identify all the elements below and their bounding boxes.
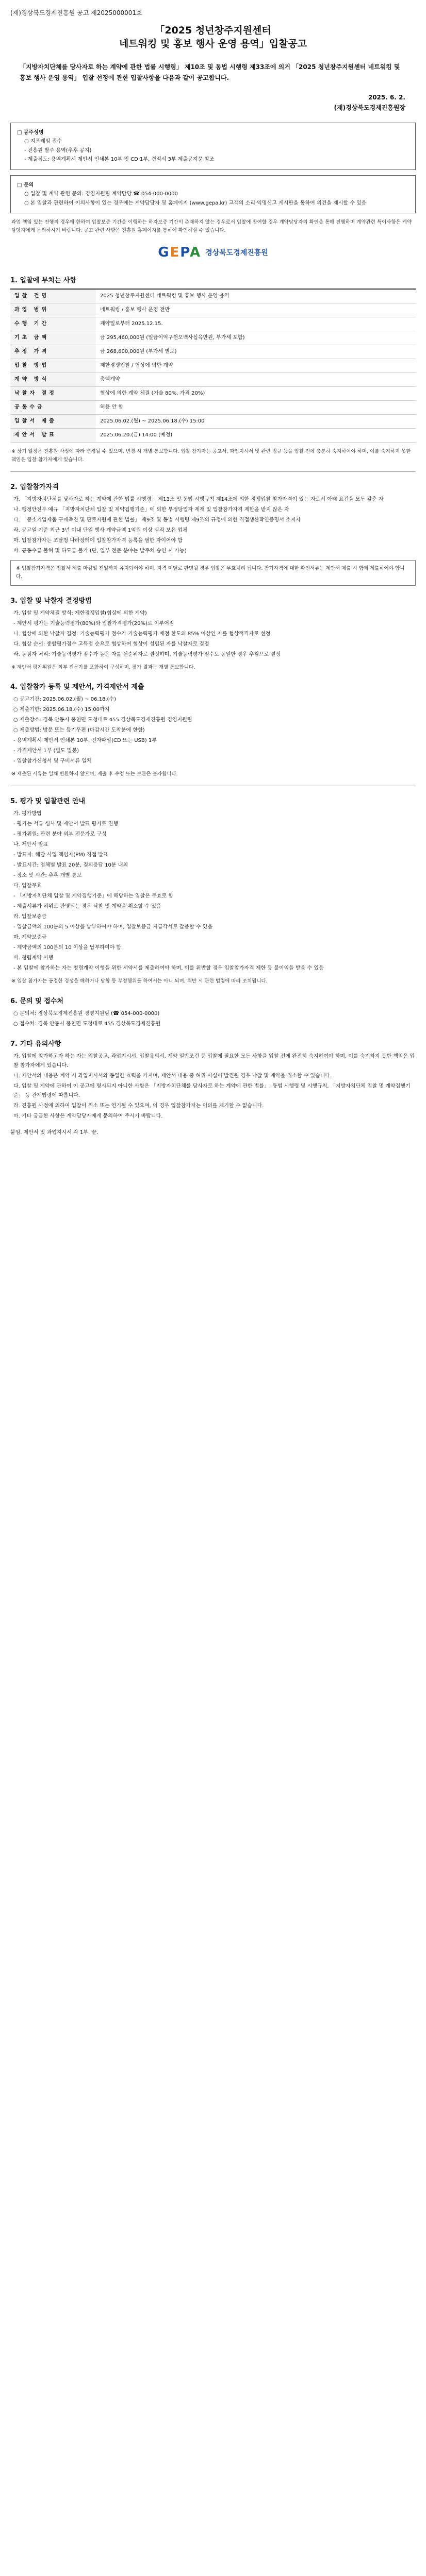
list-item: ○ 공고기간: 2025.06.02.(월) ~ 06.18.(수) — [13, 697, 116, 703]
section-1-title: 1. 입찰에 부치는 사항 — [10, 276, 77, 284]
bid-info-row — [10, 428, 416, 442]
list-item: 나. 협상에 의한 낙찰자 결정: 기술능력평가 점수가 기술능력평가 배점 한도의 85% 이상인 자를 협상적격자로 선정 — [13, 631, 271, 637]
section-6-list — [10, 1009, 416, 1029]
inquiry-box-head: □ 문의 — [17, 182, 34, 188]
section-4-list — [10, 695, 416, 766]
submission-line: - 제출정도: 용역계획서 제안서 인쇄본 10부 및 CD 1부, 견적서 3부 제출공지문 참조 — [24, 157, 215, 163]
org-name: 경상북도경제진흥원 — [205, 248, 268, 257]
bid-info-key: 낙찰자 결정 — [10, 386, 96, 400]
bid-info-value: 2025.06.20.(금) 14:00 (예정) — [96, 428, 416, 442]
attachment-footer: 붙임. 제안서 및 과업지시서 각 1부. 끝. — [10, 1129, 99, 1136]
section-5-title: 5. 평가 및 입찰관련 안내 — [10, 798, 86, 806]
date-issuer-block — [10, 92, 405, 113]
document-title — [10, 24, 416, 50]
inquiry-line: ○ 입찰 및 계약 관련 문의: 경영지원팀 계약담당 ☎ 054-000-0000 — [24, 191, 178, 197]
bid-info-row — [10, 386, 416, 400]
section-3-title: 3. 입찰 및 낙찰자 결정방법 — [10, 597, 92, 605]
list-item: 라. 동점자 처리: 기술능력평가 점수가 높은 자를 선순위자로 결정하며, 기술능력평가 점수도 동일한 경우 추첨으로 결정 — [13, 652, 281, 658]
bid-info-row — [10, 331, 416, 345]
section-3-note: ※ 제안서 평가위원은 외부 전문가를 포함하여 구성하며, 평가 결과는 개별 통보합니다. — [11, 665, 195, 671]
list-item: - 입찰금액의 100분의 5 이상을 납부하여야 하며, 입찰보증금 지급각서로 갈음할 수 있음 — [13, 924, 212, 930]
bid-info-value: 계약일로부터 2025.12.15. — [96, 317, 416, 331]
list-item: 라. 입찰보증금 — [13, 914, 47, 920]
bid-info-value: 허용 안 함 — [96, 400, 416, 414]
section-7-title: 7. 기타 유의사항 — [10, 1040, 61, 1048]
bid-info-row — [10, 345, 416, 359]
bid-info-key: 계약 방식 — [10, 372, 96, 386]
list-item: - 「지방자치단체 입찰 및 계약집행기준」에 해당하는 입찰은 무효로 함 — [13, 893, 173, 900]
list-item: - 장소 및 시간: 추후 개별 통보 — [13, 873, 82, 879]
bid-info-key: 제안서 발표 — [10, 428, 96, 442]
bid-info-key: 기초 금액 — [10, 331, 96, 345]
list-item: 마. 기타 궁금한 사항은 계약담당자에게 문의하여 주시기 바랍니다. — [13, 1113, 163, 1119]
submission-box — [10, 123, 416, 170]
bid-info-value: 2025 청년창주지원센터 네트워킹 및 홍보 행사 운영 용역 — [96, 289, 416, 303]
bid-info-key: 추정 가격 — [10, 345, 96, 359]
inquiry-box — [10, 175, 416, 214]
bid-info-value: 네트워킹 / 홍보 행사 운영 전반 — [96, 303, 416, 317]
list-item: 나. 제안서의 내용은 계약 시 과업지시서와 동일한 효력을 가지며, 제안서 내용 중 허위 사실이 발견될 경우 낙찰 및 계약을 취소할 수 있습니다. — [13, 1073, 332, 1079]
bid-info-row — [10, 289, 416, 303]
list-item: - 계약금액의 100분의 10 이상을 납부하여야 함 — [13, 945, 122, 951]
list-item: 다. 입찰무효 — [13, 883, 42, 889]
bid-info-row — [10, 317, 416, 331]
list-item: - 제출서류가 허위로 판명되는 경우 낙찰 및 계약을 취소할 수 있음 — [13, 904, 161, 910]
bid-info-key: 과업 범위 — [10, 303, 96, 317]
submission-line: - 진흥원 발주 용역(추후 공지) — [24, 147, 92, 154]
bid-info-value: 협상에 의한 계약 체결 (기술 80%, 가격 20%) — [96, 386, 416, 400]
list-item: 마. 계약보증금 — [13, 935, 47, 941]
list-item: - 가격제안서 1부 (별도 밀봉) — [13, 748, 79, 754]
bid-info-value: 금 268,600,000원 (부가세 별도) — [96, 345, 416, 359]
notice-issuer: (재)경상북도경제진흥원장 — [334, 104, 405, 112]
list-item: - 본 입찰에 참가하는 자는 청렴계약 이행을 위한 서약서를 제출하여야 하며, 이를 위반할 경우 입찰참가자격 제한 등 불이익을 받을 수 있음 — [13, 965, 324, 972]
list-item: ○ 제출방법: 방문 또는 등기우편 (마감시간 도착분에 한함) — [13, 727, 145, 734]
submission-box-head: □ 공주성명 — [17, 129, 44, 135]
bid-info-key: 공동수급 — [10, 400, 96, 414]
title-line-1: 「2025 청년창주지원센터 — [155, 25, 271, 36]
bid-info-row — [10, 359, 416, 372]
list-item: 다. 협상 순서: 종합평가점수 고득점 순으로 협상하여 협상이 성립된 자를 낙찰자로 결정 — [13, 641, 209, 648]
list-item: ○ 접수처: 경북 안동시 풍천면 도청대로 455 경상북도경제진흥원 — [13, 1021, 161, 1027]
list-item: - 평가는 서류 심사 및 제안서 발표 평가로 진행 — [13, 821, 118, 827]
list-item: 다. 입찰 및 계약에 관하여 이 공고에 명시되지 아니한 사항은 「지방자치단체를 당사자로 하는 계약에 관한 법률」, 동법 시행령 및 시행규칙, 「지방자치단체 입찰 및 계약집행기준」 등 관계법령에 따릅니다. — [13, 1083, 411, 1098]
title-line-2: 네트워킹 및 홍보 행사 운영 용역」입찰공고 — [119, 38, 307, 49]
list-item: 나. 행정안전부 예규 「지방자치단체 입찰 및 계약집행기준」에 의한 부정당업자 제재 및 입찰참가자격 제한을 받지 않은 자 — [13, 506, 289, 513]
bid-info-table — [10, 289, 416, 443]
list-item: 가. 입찰 및 계약체결 방식: 제한경쟁입찰(협상에 의한 계약) — [13, 611, 147, 617]
bid-info-value: 총액계약 — [96, 372, 416, 386]
section-5-note: ※ 입찰 참가자는 공정한 경쟁을 해하거나 담합 등 부정행위를 하여서는 아니 되며, 위반 시 관련 법령에 따라 조치됩니다. — [11, 978, 268, 985]
bid-info-row — [10, 400, 416, 414]
bid-info-value: 금 295,460,000원 (일금이억구천오백사십육만원, 부가세 포함) — [96, 331, 416, 345]
list-item: 나. 제안서 발표 — [13, 842, 48, 848]
bid-info-row — [10, 414, 416, 428]
notice-date: 2025. 6. 2. — [368, 94, 405, 101]
section-4-title: 4. 입찰참가 등록 및 제안서, 가격제안서 제출 — [10, 683, 144, 691]
list-item: ○ 제출장소: 경북 안동시 풍천면 도청대로 455 경상북도경제진흥원 경영지원팀 — [13, 717, 192, 723]
bid-info-key: 입찰서 제출 — [10, 414, 96, 428]
list-item: ○ 제출기한: 2025.06.18.(수) 15:00까지 — [13, 707, 110, 713]
list-item: 가. 입찰에 참가하고자 하는 자는 입찰공고, 과업지시서, 입찰유의서, 계약 일반조건 등 입찰에 필요한 모든 사항을 입찰 전에 완전히 숙지하여야 하며, 이를 숙지하지 못한 책임은 입찰 참가자에게 있습니다. — [13, 1053, 415, 1069]
submission-line: ○ 지프레임 접수 — [24, 139, 62, 145]
bid-info-value: 2025.06.02.(월) ~ 2025.06.18.(수) 15:00 — [96, 414, 416, 428]
list-item: - 발표자: 해당 사업 책임자(PM) 직접 발표 — [13, 852, 108, 858]
list-item: - 평가위원: 관련 분야 외부 전문가로 구성 — [13, 832, 107, 838]
inquiry-line: ○ 본 입찰과 관련하여 이의사항이 있는 경우에는 계약담당자 및 홈페이지 (www.gepa.kr) 고객의 소리·익명신고 게시판을 통하여 의견을 제시할 수 있음 — [24, 200, 367, 206]
section-2-note: ※ 입찰참가자격은 입찰서 제출 마감일 전일까지 유지되어야 하며, 자격 미달로 판명될 경우 입찰은 무효처리 됩니다. 참가자격에 대한 확인서류는 제안서 제출 시 함께 제출하여야 합니다. — [10, 560, 416, 586]
list-item: 라. 진흥원 사정에 의하여 입찰이 취소 또는 연기될 수 있으며, 이 경우 입찰참가자는 이의를 제기할 수 없습니다. — [13, 1103, 264, 1109]
gepa-logo-mark: GEPA — [158, 244, 202, 260]
intro-paragraph: 「지방자치단체를 당사자로 하는 계약에 관한 법률 시행령」 제10조 및 동법 시행령 제33조에 의거 「2025 청년창주지원센터 네트워킹 및 홍보 행사 운영 용역」 입찰 선정에 관한 입찰사항을 다음과 같이 공고합니다. — [20, 63, 400, 81]
list-item: 라. 공고일 기준 최근 3년 이내 단일 행사 계약금액 1억원 이상 실적 보유 업체 — [13, 527, 188, 533]
bid-info-key: 수행 기간 — [10, 317, 96, 331]
list-item: - 용역계획서 제안서 인쇄본 10부, 전자파일(CD 또는 USB) 1부 — [13, 738, 157, 744]
section-6-title: 6. 문의 및 접수처 — [10, 997, 63, 1005]
list-item: - 입찰참가신청서 및 구비서류 일체 — [13, 758, 92, 765]
list-item: 가. 「지방자치단체를 당사자로 하는 계약에 관한 법률 시행령」 제13조 및 동법 시행규칙 제14조에 의한 경쟁입찰 참가자격이 있는 자로서 아래 요건을 모두 갖춘 자 — [13, 496, 384, 502]
section-1-note: ※ 상기 일정은 진흥원 사정에 따라 변경될 수 있으며, 변경 시 개별 통보합니다. 입찰 참가자는 공고서, 과업지시서 및 관련 법규 등을 입찰 전에 충분히 숙지하여야 하며, 이를 숙지하지 못한 책임은 입찰 참가자에게 있습니다. — [11, 448, 411, 463]
list-item: 바. 청렴계약 이행 — [13, 955, 54, 961]
section-3-list — [10, 609, 416, 659]
bid-info-value: 제한경쟁입찰 / 협상에 의한 계약 — [96, 359, 416, 372]
bid-info-row — [10, 372, 416, 386]
bid-info-row — [10, 303, 416, 317]
list-item: 마. 입찰참가자는 조달청 나라장터에 입찰참가자격 등록을 필한 자이어야 함 — [13, 537, 183, 544]
list-item: - 제안서 평가는 기술능력평가(80%)와 입찰가격평가(20%)로 이루어짐 — [13, 621, 174, 627]
bid-info-key: 입찰 건명 — [10, 289, 96, 303]
section-5-list — [10, 809, 416, 973]
fine-print: 과업 책임 있는 진행의 경우에 한하여 입찰보증 기간을 이행하는 하자보증 기간이 존재하지 않는 경우로서 입찰에 참여할 경우 계약담당자의 확인을 통해 진행하며 계약관련 특이사항은 계약담당자에게 문의하시기 바랍니다. 공고 관련 사항은 진흥원 홈페이지를 통하여 확인하실 수 있습니다. — [11, 219, 412, 234]
bid-info-key: 입찰 방법 — [10, 359, 96, 372]
notice-page — [10, 0, 416, 1152]
list-item: 바. 공동수급 불허 및 하도급 불가 (단, 일부 전문 분야는 발주처 승인 시 가능) — [13, 548, 187, 554]
notice-number: (재)경상북도경제진흥원 공고 제2025000001호 — [10, 9, 142, 16]
list-item: 가. 평가방법 — [13, 811, 42, 817]
section-4-note: ※ 제출된 서류는 일체 반환하지 않으며, 제출 후 수정 또는 보완은 불가합니다. — [11, 771, 178, 777]
section-2-list — [10, 495, 416, 556]
list-item: - 발표시간: 업체별 발표 20분, 질의응답 10분 내외 — [13, 862, 128, 869]
org-logo — [10, 245, 416, 260]
list-item: ○ 문의처: 경상북도경제진흥원 경영지원팀 (☎ 054-000-0000) — [13, 1010, 160, 1016]
section-2-title: 2. 입찰참가자격 — [10, 483, 59, 491]
list-item: 다. 「중소기업제품 구매촉진 및 판로지원에 관한 법률」 제9조 및 동법 시행령 제9조의 규정에 의한 직접생산확인증명서 소지자 — [13, 517, 301, 523]
section-7-list — [10, 1052, 416, 1121]
divider — [10, 471, 416, 472]
